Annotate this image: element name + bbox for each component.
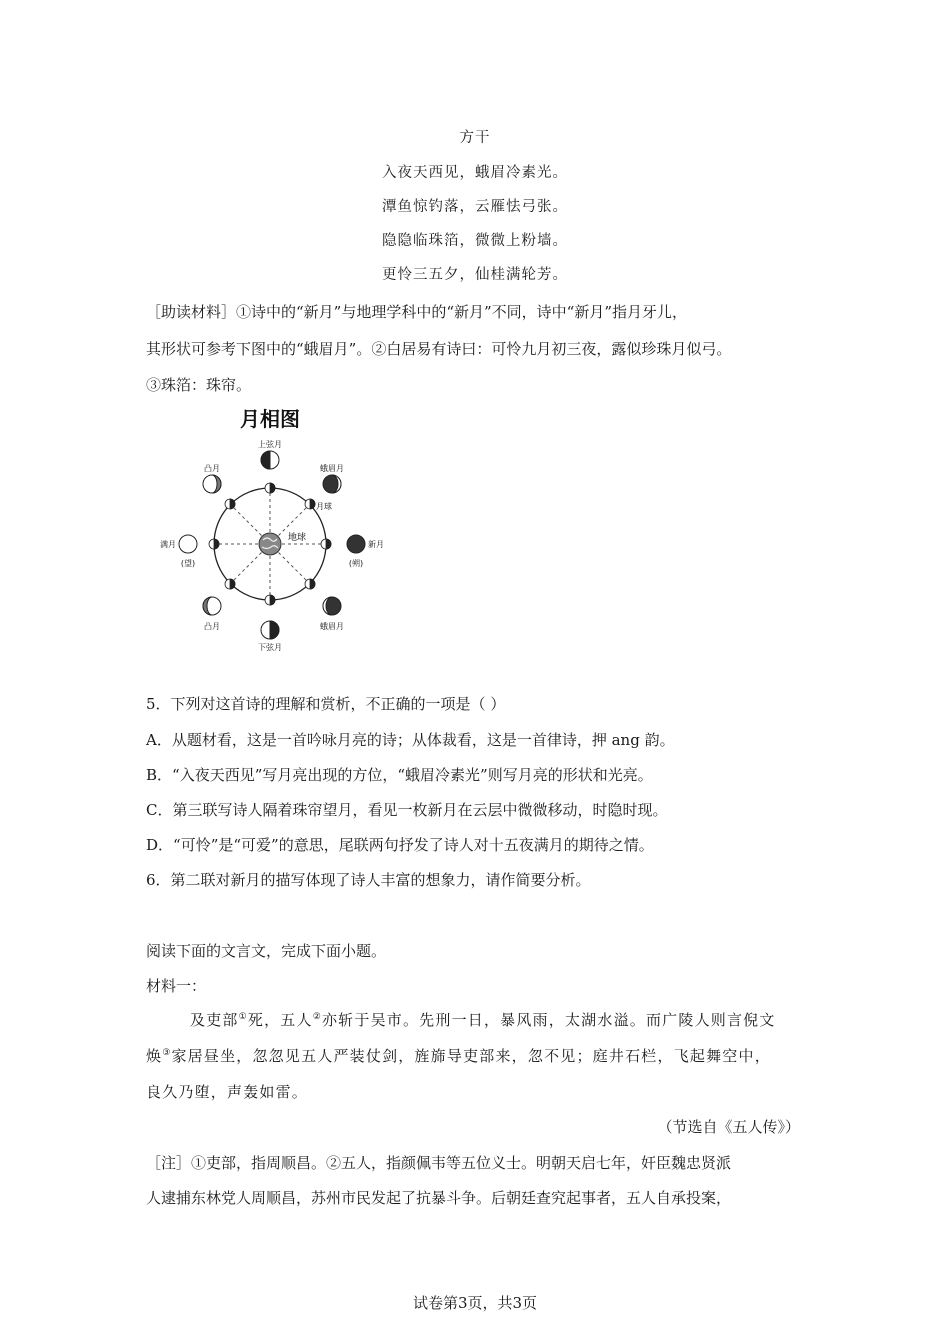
label-full-moon: 满月 <box>160 540 176 549</box>
earth-icon <box>259 533 281 555</box>
label-gibbous-bottom: 凸月 <box>204 622 220 631</box>
label-new-moon: 新月 <box>368 540 384 549</box>
orbit-moon-icon <box>265 595 275 605</box>
passage-line-1: 及吏部①死，五人②亦斩于吴市。先刑一日，暴风雨，太湖水溢。而广陵人则言倪文 <box>190 1011 776 1029</box>
poem-author: 方干 <box>459 130 491 146</box>
moon-label: 月球 <box>316 502 332 511</box>
poem-line-2: 潭鱼惊钓落，云雁怯弓张。 <box>382 199 568 215</box>
orbit-moon-icon <box>225 499 235 509</box>
passage-line-3: 良久乃堕，声轰如雷。 <box>146 1083 309 1101</box>
orbit-moon-icon <box>265 483 275 493</box>
note-line-1: ［注］①吏部，指周顺昌。②五人，指颜佩韦等五位义士。明朝天启七年，奸臣魏忠贤派 <box>146 1154 732 1172</box>
label-gibbous-top: 凸月 <box>204 464 220 473</box>
full-moon-icon <box>179 535 197 553</box>
q5-option-d: D．“可怜”是“可爱”的意思，尾联两句抒发了诗人对十五夜满月的期待之情。 <box>146 836 654 854</box>
gibbous-moon-icon <box>203 597 221 615</box>
orbit-moon-icon <box>321 539 331 549</box>
label-last-quarter: 下弦月 <box>258 643 282 652</box>
q6-stem: 6．第二联对新月的描写体现了诗人丰富的想象力，请作简要分析。 <box>146 871 591 889</box>
material-label: 材料一： <box>146 977 207 995</box>
last-quarter-moon-icon <box>261 621 279 639</box>
poem-line-4: 更怜三五夕，仙桂满轮芳。 <box>382 267 568 283</box>
passage-source: （节选自《五人传》） <box>657 1118 800 1136</box>
new-moon-icon <box>347 535 365 553</box>
earth-label: 地球 <box>288 533 307 543</box>
aid-line-2: 其形状可参考下图中的“蛾眉月”。②白居易有诗曰：可怜九月初三夜，露似珍珠月似弓。 <box>146 340 732 358</box>
reading-intro: 阅读下面的文言文，完成下面小题。 <box>146 942 387 960</box>
orbit-moon-icon <box>209 539 219 549</box>
label-full-moon-sub: (望) <box>180 559 196 568</box>
poem-line-3: 隐隐临珠箔，微微上粉墙。 <box>382 233 568 249</box>
poem-line-1: 入夜天西见，蛾眉冷素光。 <box>382 165 568 181</box>
aid-line-3: ③珠箔：珠帘。 <box>146 376 252 394</box>
moon-phase-diagram <box>150 404 400 662</box>
q5-option-b: B．“入夜天西见”写月亮出现的方位，“蛾眉冷素光”则写月亮的形状和光亮。 <box>146 766 653 784</box>
orbit-moon-icon <box>225 579 235 589</box>
label-crescent-bottom: 蛾眉月 <box>320 622 344 631</box>
gibbous-moon-icon <box>203 475 221 493</box>
aid-line-1: ［助读材料］①诗中的“新月”与地理学科中的“新月”不同，诗中“新月”指月牙儿， <box>146 303 688 321</box>
passage-line-2: 焕③家居昼坐，忽忽见五人严装仗剑，旌旆导吏部来，忽不见；庭井石栏，飞起舞空中， <box>146 1047 771 1065</box>
q5-option-a: A．从题材看，这是一首吟咏月亮的诗；从体裁看，这是一首律诗，押 ang 韵。 <box>146 731 675 749</box>
label-first-quarter: 上弦月 <box>258 440 282 449</box>
note-line-2: 人逮捕东林党人周顺昌，苏州市民发起了抗暴斗争。后朝廷查究起事者，五人自承投案， <box>146 1189 732 1207</box>
diagram-title: 月相图 <box>240 407 300 431</box>
q5-stem: 5．下列对这首诗的理解和赏析，不正确的一项是（ ） <box>146 695 506 713</box>
q5-option-c: C．第三联写诗人隔着珠帘望月，看见一枚新月在云层中微微移动，时隐时现。 <box>146 801 668 819</box>
page-footer: 试卷第3页，共3页 <box>412 1294 538 1312</box>
label-new-moon-sub: (朔) <box>348 559 364 568</box>
first-quarter-moon-icon <box>261 451 279 469</box>
label-crescent-top: 蛾眉月 <box>320 464 344 473</box>
crescent-moon-icon <box>323 475 341 493</box>
orbit-moon-icon <box>305 579 315 589</box>
crescent-moon-icon <box>323 597 341 615</box>
orbit-moon-icon <box>305 499 315 509</box>
